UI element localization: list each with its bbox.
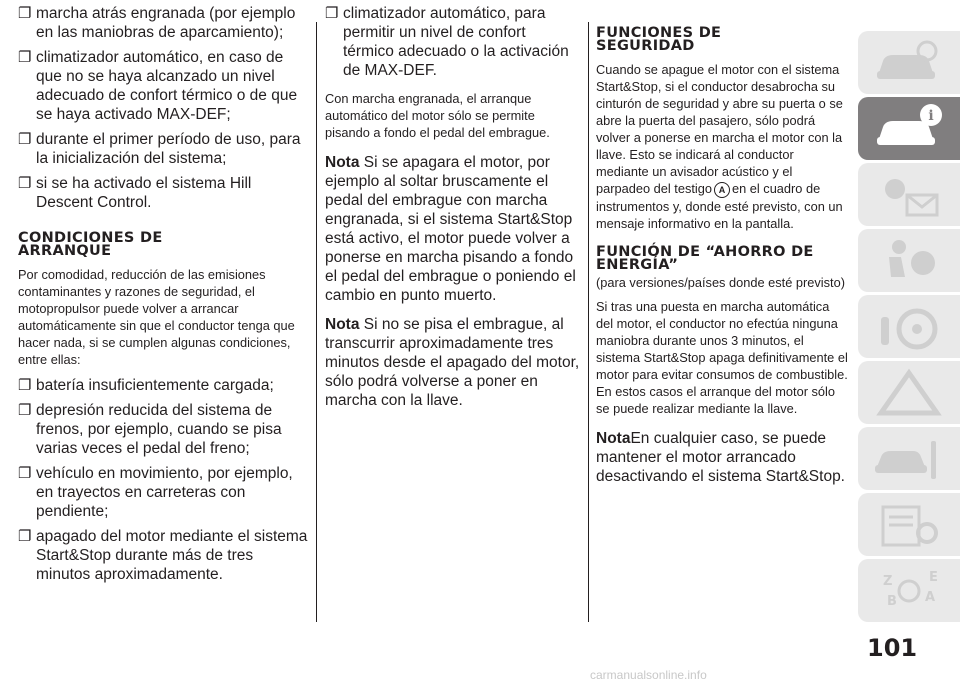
checkbox-bullet-icon: ❐ xyxy=(18,465,32,482)
column-right xyxy=(596,27,848,496)
list-item: ❐ marcha atrás engranada (por ejemplo en las maniobras de aparcamiento); xyxy=(18,5,296,41)
tab-warning-lights[interactable] xyxy=(858,163,960,226)
note: Nota Si no se pisa el embrague, al transcurrir aproximadamente tres minutos desde el apagado del motor, sólo podrá volverse a poner en marcha con la llave. xyxy=(325,316,580,409)
seat-airbag-icon xyxy=(871,235,947,287)
column-left xyxy=(18,4,308,590)
checkbox-bullet-icon: ❐ xyxy=(18,5,32,22)
tab-car-info[interactable] xyxy=(858,97,960,160)
tab-maintenance[interactable] xyxy=(858,427,960,490)
chapter-tabs xyxy=(858,31,960,625)
list-item: ❐ vehículo en movimiento, por ejemplo, en trayectos en carreteras con pendiente; xyxy=(18,465,293,520)
section-heading: FUNCIONES DE SEGURIDAD xyxy=(596,25,722,54)
list-item: ❐ depresión reducida del sistema de frenos, por ejemplo, cuando se pisa varias veces el pedal del freno; xyxy=(18,402,282,457)
svg-text:i: i xyxy=(928,107,934,124)
note: Nota Si se apagara el motor, por ejemplo al soltar bruscamente el pedal del embrague con marcha engranada, si el sistema Start&Stop está activo, el motor puede volver a ponerse en marcha pisando a fondo el pedal del embrague o poniendo el cambio en punto muerto. xyxy=(325,154,576,304)
paragraph: Con marcha engranada, el arranque automático del motor sólo se permite pisando a fondo el pedal del embrague. xyxy=(325,91,550,140)
note: NotaEn cualquier caso, se puede mantener el motor arrancado desactivando el sistema Start&Stop. xyxy=(596,429,845,485)
checkbox-bullet-icon: ❐ xyxy=(18,49,32,66)
warning-triangle-icon xyxy=(871,367,947,419)
checkbox-bullet-icon: ❐ xyxy=(18,528,32,545)
list-item: ❐ durante el primer período de uso, para la inicialización del sistema; xyxy=(18,131,301,167)
note-label: Nota xyxy=(325,154,360,171)
list-item: ❐ climatizador automático, para permitir un nivel de confort térmico adecuado o la activación de MAX-DEF. xyxy=(325,5,569,79)
tab-dashboard[interactable] xyxy=(858,31,960,94)
alphabetical-index-icon xyxy=(871,565,947,617)
paragraph: Cuando se apague el motor con el sistema Start&Stop, si el conductor desabrocha su cinturón de seguridad y abre su puerta o se abre la puerta del pasajero, sólo podrá volver a ponerse en marcha el motor con la llave. Esto se indicará al conductor mediante un avisador acústico y el parpadeo del testigo A en el cuadro de instrumentos y, donde esté previsto, con un mensaje informativo en la pantalla. xyxy=(596,62,843,231)
checkbox-bullet-icon: ❐ xyxy=(18,402,32,419)
list-item: ❐ si se ha activado el sistema Hill Descent Control. xyxy=(18,175,252,211)
section-heading: CONDICIONES DE ARRANQUE xyxy=(18,230,163,259)
tab-safety[interactable] xyxy=(858,229,960,292)
watermark: carmanualsonline.info xyxy=(590,668,707,682)
car-info-icon xyxy=(871,103,947,155)
warning-light-envelope-icon xyxy=(871,169,947,221)
list-item: ❐ apagado del motor mediante el sistema Start&Stop durante más de tres minutos aproximadamente. xyxy=(18,528,308,583)
list-item: ❐ climatizador automático, en caso de que no se haya alcanzado un nivel adecuado de confort térmico o de que se haya activado MAX-DEF; xyxy=(18,49,298,123)
tab-emergency[interactable] xyxy=(858,361,960,424)
section-heading: FUNCIÓN DE “AHORRO DE ENERGÍA” xyxy=(596,243,814,273)
list-item: ❐ batería insuficientemente cargada; xyxy=(18,377,274,394)
note-label: Nota xyxy=(596,429,631,447)
svg-text:E: E xyxy=(929,569,938,585)
checkbox-bullet-icon: ❐ xyxy=(325,5,339,22)
car-service-wrench-icon xyxy=(871,433,947,485)
checkbox-bullet-icon: ❐ xyxy=(18,377,32,394)
column-divider xyxy=(588,22,589,622)
car-dashboard-icon xyxy=(871,37,947,89)
column-middle xyxy=(325,4,580,420)
column-divider xyxy=(316,22,317,622)
steering-wheel-icon xyxy=(871,301,947,353)
subheading: (para versiones/países donde esté previsto) xyxy=(596,274,845,290)
note-label: Nota xyxy=(325,316,360,333)
svg-text:Z: Z xyxy=(883,573,893,589)
svg-text:B: B xyxy=(887,593,897,609)
paragraph: Por comodidad, reducción de las emisiones contaminantes y razones de seguridad, el motopropulsor puede volver a arrancar automáticamente sin que el conductor tenga que hacer nada, si se cumplen algunas condiciones, entre ellas: xyxy=(18,267,295,367)
technical-data-gear-icon xyxy=(871,499,947,551)
page-number: 101 xyxy=(867,634,918,662)
tab-starting-driving[interactable] xyxy=(858,295,960,358)
checkbox-bullet-icon: ❐ xyxy=(18,175,32,192)
tab-index[interactable] xyxy=(858,559,960,622)
paragraph: Si tras una puesta en marcha automática del motor, el conductor no efectúa ninguna maniobra durante unos 3 minutos, el sistema Start&Stop apaga definitivamente el motor para evitar consumos de combustible. En estos casos el arranque del motor sólo se puede realizar mediante la llave. xyxy=(596,298,848,416)
svg-text:A: A xyxy=(925,589,936,605)
tab-technical-data[interactable] xyxy=(858,493,960,556)
checkbox-bullet-icon: ❐ xyxy=(18,131,32,148)
start-stop-warning-icon: A xyxy=(714,182,730,198)
